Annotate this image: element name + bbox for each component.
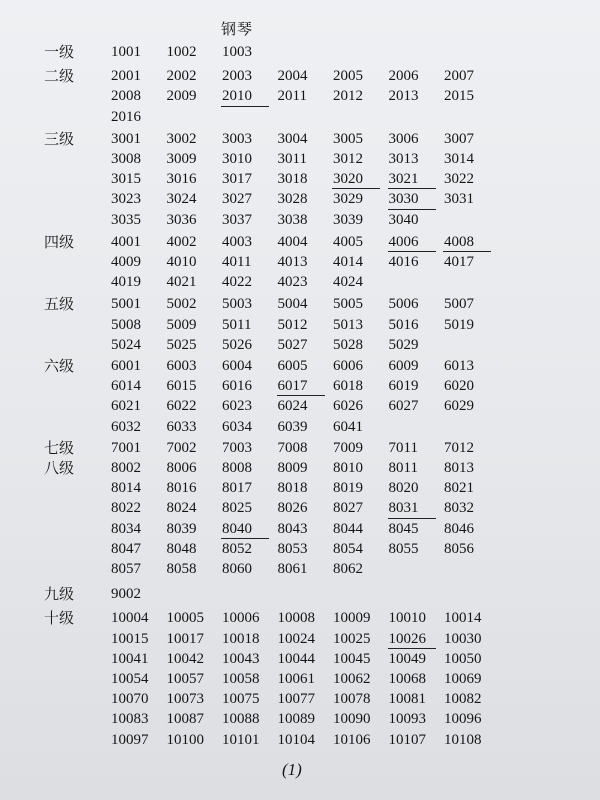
piece-code: 3021 — [389, 169, 445, 189]
piece-code: 8061 — [277, 560, 308, 577]
piece-code: 6020 — [444, 378, 474, 395]
piece-code: 2006 — [388, 68, 419, 85]
piece-code: 4022 — [222, 274, 252, 291]
piece-code: 7009 — [333, 439, 363, 456]
piece-code: 3011 — [277, 150, 307, 167]
piece-code: 10078 — [333, 691, 371, 708]
grade-level-label: 四级 — [44, 232, 75, 251]
piece-code: 3029 — [333, 191, 363, 208]
piece-code: 2011 — [277, 88, 307, 105]
piece-code: 10088 — [222, 711, 260, 728]
piece-code: 8046 — [444, 520, 474, 537]
piece-code: 10090 — [333, 711, 371, 728]
piece-code: 8032 — [444, 500, 474, 517]
grade-level-label: 五级 — [44, 295, 75, 314]
piece-code: 4016 — [388, 253, 419, 270]
piece-code: 4003 — [222, 233, 252, 250]
piece-code: 8055 — [388, 540, 419, 557]
piece-code: 7008 — [277, 439, 308, 456]
piece-code-grid — [111, 458, 500, 579]
piece-code: 7001 — [111, 439, 141, 456]
piece-code: 10106 — [333, 731, 371, 748]
piece-code: 10108 — [444, 731, 482, 748]
grade-level-label: 十级 — [44, 609, 75, 628]
piece-code: 6015 — [166, 378, 197, 395]
piece-code-grid — [111, 66, 500, 127]
piece-code-grid — [111, 584, 500, 604]
piece-code: 5013 — [333, 316, 363, 333]
piece-code: 10026 — [389, 629, 445, 649]
piece-code: 8024 — [166, 500, 197, 517]
piece-code: 3017 — [222, 171, 252, 188]
piece-code: 10009 — [333, 610, 371, 627]
piece-code: 3038 — [277, 211, 308, 228]
piece-code: 5001 — [111, 296, 141, 313]
piece-code: 4009 — [111, 253, 141, 270]
piece-code: 2001 — [111, 68, 141, 85]
piece-code: 10049 — [388, 650, 426, 667]
piece-code: 8019 — [333, 480, 363, 497]
piece-code: 5025 — [166, 336, 197, 353]
piece-code: 5002 — [166, 296, 197, 313]
piece-code-grid — [111, 129, 500, 230]
piece-code: 4013 — [277, 253, 308, 270]
piece-code: 6021 — [111, 398, 141, 415]
piece-code: 3020 — [333, 169, 389, 189]
piece-code: 3014 — [444, 150, 474, 167]
piece-code: 10044 — [277, 650, 315, 667]
piece-code: 5011 — [222, 316, 252, 333]
piece-code: 10081 — [388, 691, 426, 708]
piece-code: 8013 — [444, 460, 474, 476]
piece-code: 3031 — [444, 191, 474, 208]
piece-code: 8010 — [333, 460, 363, 476]
piece-code: 2009 — [166, 88, 197, 105]
piece-code: 8020 — [388, 480, 419, 497]
piece-code: 4011 — [222, 253, 252, 270]
piece-code: 2010 — [222, 86, 278, 106]
piece-code: 6041 — [333, 418, 363, 435]
piece-code: 2008 — [111, 88, 141, 105]
piece-code: 6006 — [333, 358, 363, 374]
piece-code: 10043 — [222, 650, 260, 667]
piece-code: 10004 — [111, 610, 149, 627]
piece-code: 10093 — [388, 711, 426, 728]
piece-code: 9002 — [111, 586, 141, 603]
piece-code: 8021 — [444, 480, 474, 497]
piece-code: 10018 — [222, 630, 260, 647]
piece-code: 5003 — [222, 296, 252, 313]
piece-code-grid — [111, 356, 500, 437]
piece-code: 6003 — [166, 358, 197, 374]
piece-code: 10107 — [388, 731, 426, 748]
piece-code: 8011 — [388, 460, 418, 476]
piece-code: 4024 — [333, 274, 363, 291]
piece-code: 10057 — [166, 670, 204, 687]
piece-code: 8027 — [333, 500, 363, 517]
piece-code: 4005 — [333, 233, 363, 250]
piece-code: 8048 — [166, 540, 197, 557]
piece-code: 5024 — [111, 336, 141, 353]
piece-code: 10100 — [166, 731, 204, 748]
piece-code: 2015 — [444, 88, 474, 105]
piece-code: 3010 — [222, 150, 252, 167]
piece-code: 5007 — [444, 296, 474, 313]
piece-code: 6013 — [444, 358, 474, 374]
piece-code: 2016 — [111, 108, 141, 125]
piece-code: 5006 — [388, 296, 419, 313]
piece-code: 10025 — [333, 630, 371, 647]
piece-code: 6029 — [444, 398, 474, 415]
piece-code: 10024 — [277, 630, 315, 647]
piece-code: 10045 — [333, 650, 371, 667]
piece-code: 3035 — [111, 211, 141, 228]
piece-code: 4002 — [166, 233, 197, 250]
piece-code: 8058 — [166, 560, 197, 577]
piece-code: 5004 — [277, 296, 308, 313]
piece-code: 8054 — [333, 540, 363, 557]
piece-code: 10104 — [277, 731, 315, 748]
piece-code: 10070 — [111, 691, 149, 708]
piece-code: 8040 — [222, 519, 278, 539]
piece-code: 2003 — [222, 68, 252, 85]
piece-code: 3030 — [389, 189, 445, 209]
piece-code: 3037 — [222, 211, 252, 228]
piece-code: 3024 — [166, 191, 197, 208]
piece-code: 8047 — [111, 540, 141, 557]
grade-level-label: 九级 — [44, 585, 75, 604]
piece-code: 3007 — [444, 130, 474, 147]
piece-code: 8031 — [389, 498, 445, 518]
grade-level-label: 二级 — [44, 67, 75, 86]
piece-code: 7003 — [222, 439, 252, 456]
piece-code: 10087 — [166, 711, 204, 728]
piece-code: 6022 — [166, 398, 197, 415]
piece-code: 3001 — [111, 130, 141, 147]
piece-code: 4006 — [389, 232, 445, 252]
piece-code: 8044 — [333, 520, 363, 537]
piece-code: 3008 — [111, 150, 141, 167]
piece-code: 4021 — [166, 274, 197, 291]
piece-code: 10097 — [111, 731, 149, 748]
piece-code: 10101 — [222, 731, 260, 748]
piece-code: 10068 — [388, 670, 426, 687]
piece-code: 5008 — [111, 316, 141, 333]
piece-code: 3002 — [166, 130, 197, 147]
piece-code: 10075 — [222, 691, 260, 708]
piece-code: 6017 — [278, 376, 334, 396]
piece-code: 8056 — [444, 540, 474, 557]
piece-code: 3012 — [333, 150, 363, 167]
piece-code: 3015 — [111, 171, 141, 188]
piece-code: 6024 — [277, 398, 308, 415]
piece-code: 5019 — [444, 316, 474, 333]
piece-code: 3039 — [333, 211, 363, 228]
piece-code: 6039 — [277, 418, 308, 435]
piece-code: 10089 — [277, 711, 315, 728]
piece-code: 5026 — [222, 336, 252, 353]
grade-level-label: 六级 — [44, 357, 75, 375]
piece-code: 8053 — [277, 540, 308, 557]
piece-code: 4019 — [111, 274, 141, 291]
piece-code: 3022 — [444, 171, 474, 188]
piece-code: 8057 — [111, 560, 141, 577]
piece-code: 8014 — [111, 480, 141, 497]
piece-code: 4023 — [277, 274, 308, 291]
piece-code: 10010 — [388, 610, 426, 627]
piece-code: 5009 — [166, 316, 197, 333]
piece-code: 10058 — [222, 670, 260, 687]
grade-level-label: 七级 — [44, 438, 75, 457]
piece-code: 3036 — [166, 211, 197, 228]
page-title: 钢琴 — [221, 20, 254, 38]
piece-code: 10030 — [444, 630, 482, 647]
piece-code: 6016 — [222, 378, 252, 395]
piece-code-grid — [111, 438, 500, 458]
piece-code: 10082 — [444, 691, 482, 708]
piece-code: 5029 — [388, 336, 419, 353]
piece-code: 2004 — [277, 68, 308, 85]
piece-code: 1001 — [111, 44, 141, 60]
piece-code: 10050 — [444, 650, 482, 667]
piece-code: 6033 — [166, 418, 197, 435]
piece-code: 10061 — [277, 670, 315, 687]
piece-code: 10041 — [111, 650, 149, 667]
piece-code: 8026 — [277, 500, 308, 517]
piece-code: 1003 — [222, 44, 252, 60]
piece-code: 3009 — [166, 150, 197, 167]
piece-code: 6034 — [222, 418, 252, 435]
piece-code: 8006 — [166, 460, 197, 476]
piece-code: 3016 — [166, 171, 197, 188]
piece-code: 7011 — [388, 439, 418, 456]
piece-code: 3006 — [388, 130, 419, 147]
piece-code: 10042 — [166, 650, 204, 667]
piece-code: 2012 — [333, 88, 363, 105]
page-number: (1) — [282, 760, 302, 779]
piece-code: 2013 — [388, 88, 419, 105]
piece-code: 7012 — [444, 439, 474, 456]
piece-code: 8039 — [166, 520, 197, 537]
piece-code: 2007 — [444, 68, 474, 85]
piece-code: 7002 — [166, 439, 197, 456]
piece-code: 5012 — [277, 316, 308, 333]
piece-code: 3018 — [277, 171, 308, 188]
piece-code: 10017 — [166, 630, 204, 647]
piece-code: 6004 — [222, 358, 252, 374]
piece-code: 10015 — [111, 630, 149, 647]
piece-code-grid — [111, 232, 500, 293]
piece-code: 10073 — [166, 691, 204, 708]
piece-code: 6023 — [222, 398, 252, 415]
piece-code: 3013 — [388, 150, 419, 167]
piece-code: 3040 — [388, 211, 419, 228]
piece-code: 3003 — [222, 130, 252, 147]
piece-code: 10069 — [444, 670, 482, 687]
piece-code: 5016 — [388, 316, 419, 333]
piece-code: 4001 — [111, 233, 141, 250]
piece-code: 5005 — [333, 296, 363, 313]
piece-code: 8016 — [166, 480, 197, 497]
piece-code: 10096 — [444, 711, 482, 728]
piece-code: 8022 — [111, 500, 141, 517]
piece-code: 5028 — [333, 336, 363, 353]
piece-code: 6009 — [388, 358, 419, 374]
piece-code: 8043 — [277, 520, 308, 537]
piece-code: 8025 — [222, 500, 252, 517]
piece-code: 1002 — [166, 44, 197, 60]
piece-code: 6001 — [111, 358, 141, 374]
piece-code: 3023 — [111, 191, 141, 208]
piece-code: 4008 — [444, 232, 500, 252]
piece-code: 4010 — [166, 253, 197, 270]
piece-code: 8008 — [222, 460, 252, 476]
grade-level-label: 一级 — [44, 43, 75, 61]
piece-code-grid — [111, 294, 500, 355]
piece-code: 6027 — [388, 398, 419, 415]
grade-level-label: 八级 — [44, 459, 75, 477]
piece-code: 10077 — [277, 691, 315, 708]
piece-code: 6019 — [388, 378, 419, 395]
piece-code: 3027 — [222, 191, 252, 208]
piece-code: 10062 — [333, 670, 371, 687]
grade-level-label: 三级 — [44, 129, 75, 148]
piece-code: 8002 — [111, 460, 141, 476]
piece-code: 8034 — [111, 520, 141, 537]
piece-code-grid — [111, 608, 500, 749]
piece-code: 3028 — [277, 191, 308, 208]
piece-code: 8009 — [277, 460, 308, 476]
piece-code: 6018 — [333, 378, 363, 395]
piece-code: 10008 — [277, 610, 315, 627]
piece-code: 8060 — [222, 560, 252, 577]
piece-code-grid — [111, 42, 500, 62]
piece-code: 8045 — [388, 520, 419, 537]
piece-code: 4004 — [277, 233, 308, 250]
piece-code: 10083 — [111, 711, 149, 728]
piece-code: 6005 — [277, 358, 308, 374]
piece-code: 8018 — [277, 480, 308, 497]
piece-code: 3004 — [277, 130, 308, 147]
piece-code: 8017 — [222, 480, 252, 497]
piece-code: 6026 — [333, 398, 363, 415]
piece-code: 10014 — [444, 610, 482, 627]
piece-code: 10005 — [166, 610, 204, 627]
piece-code: 2002 — [166, 68, 197, 85]
piece-code: 4017 — [444, 253, 474, 270]
piece-code: 2005 — [333, 68, 363, 85]
piece-code: 10006 — [222, 610, 260, 627]
piece-code: 6014 — [111, 378, 141, 395]
piece-code: 3005 — [333, 130, 363, 147]
piece-code: 10054 — [111, 670, 149, 687]
piece-code: 6032 — [111, 418, 141, 435]
piece-code: 4014 — [333, 253, 363, 270]
piece-code: 5027 — [277, 336, 308, 353]
piece-code: 8062 — [333, 560, 363, 577]
piece-code: 8052 — [222, 540, 252, 557]
